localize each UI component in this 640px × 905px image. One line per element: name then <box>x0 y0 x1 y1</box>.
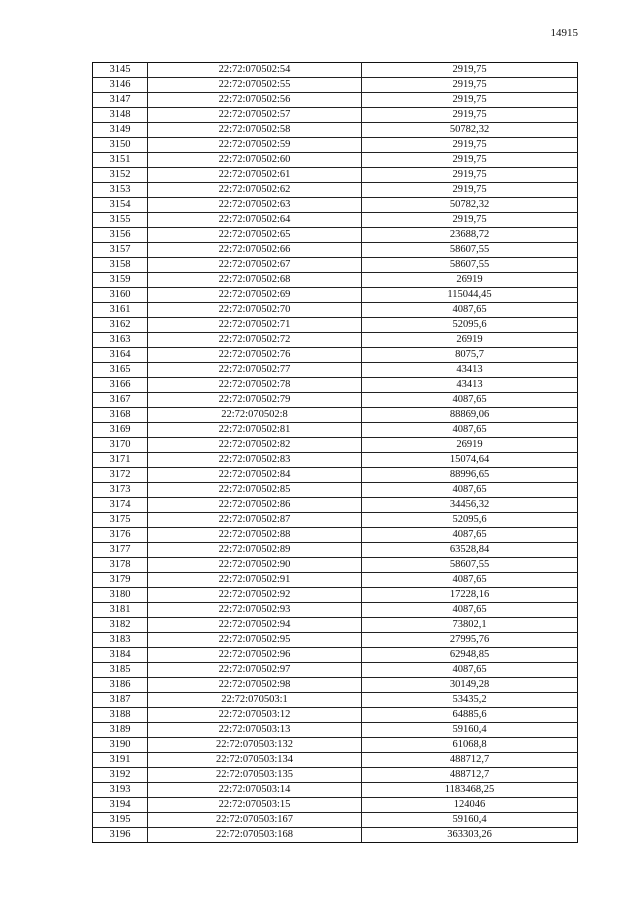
cadastral-value-cell: 4087,65 <box>362 603 578 618</box>
cadastral-value-cell: 1183468,25 <box>362 783 578 798</box>
row-number-cell: 3154 <box>93 198 148 213</box>
cadastral-number-cell: 22:72:070502:97 <box>148 663 362 678</box>
row-number-cell: 3162 <box>93 318 148 333</box>
table-row <box>93 93 578 108</box>
row-number-cell: 3156 <box>93 228 148 243</box>
cadastral-number-cell: 22:72:070502:90 <box>148 558 362 573</box>
table-row <box>93 708 578 723</box>
cadastral-value-cell: 115044,45 <box>362 288 578 303</box>
cadastral-value-cell: 4087,65 <box>362 303 578 318</box>
row-number-cell: 3184 <box>93 648 148 663</box>
row-number-cell: 3177 <box>93 543 148 558</box>
cadastral-value-cell: 4087,65 <box>362 423 578 438</box>
row-number-cell: 3188 <box>93 708 148 723</box>
row-number-cell: 3170 <box>93 438 148 453</box>
table-row <box>93 243 578 258</box>
cadastral-number-cell: 22:72:070502:56 <box>148 93 362 108</box>
cadastral-number-cell: 22:72:070503:132 <box>148 738 362 753</box>
table-row <box>93 738 578 753</box>
cadastral-value-cell: 2919,75 <box>362 108 578 123</box>
table-row <box>93 168 578 183</box>
row-number-cell: 3169 <box>93 423 148 438</box>
cadastral-value-cell: 2919,75 <box>362 63 578 78</box>
cadastral-value-cell: 2919,75 <box>362 213 578 228</box>
table-row <box>93 753 578 768</box>
cadastral-number-cell: 22:72:070502:72 <box>148 333 362 348</box>
table-row <box>93 438 578 453</box>
row-number-cell: 3158 <box>93 258 148 273</box>
cadastral-number-cell: 22:72:070502:77 <box>148 363 362 378</box>
cadastral-number-cell: 22:72:070502:57 <box>148 108 362 123</box>
cadastral-number-cell: 22:72:070502:88 <box>148 528 362 543</box>
table-row <box>93 498 578 513</box>
cadastral-number-cell: 22:72:070502:68 <box>148 273 362 288</box>
cadastral-value-cell: 23688,72 <box>362 228 578 243</box>
cadastral-value-cell: 63528,84 <box>362 543 578 558</box>
cadastral-number-cell: 22:72:070502:66 <box>148 243 362 258</box>
row-number-cell: 3178 <box>93 558 148 573</box>
table-row <box>93 303 578 318</box>
cadastral-number-cell: 22:72:070502:8 <box>148 408 362 423</box>
cadastral-value-cell: 4087,65 <box>362 483 578 498</box>
cadastral-value-cell: 4087,65 <box>362 528 578 543</box>
cadastral-value-cell: 61068,8 <box>362 738 578 753</box>
table-row <box>93 828 578 843</box>
row-number-cell: 3145 <box>93 63 148 78</box>
cadastral-number-cell: 22:72:070502:95 <box>148 633 362 648</box>
cadastral-value-cell: 58607,55 <box>362 243 578 258</box>
row-number-cell: 3149 <box>93 123 148 138</box>
row-number-cell: 3172 <box>93 468 148 483</box>
row-number-cell: 3161 <box>93 303 148 318</box>
cadastral-value-cell: 363303,26 <box>362 828 578 843</box>
table-row <box>93 363 578 378</box>
table-row <box>93 273 578 288</box>
row-number-cell: 3164 <box>93 348 148 363</box>
table-row <box>93 408 578 423</box>
row-number-cell: 3181 <box>93 603 148 618</box>
row-number-cell: 3150 <box>93 138 148 153</box>
cadastral-number-cell: 22:72:070502:87 <box>148 513 362 528</box>
cadastral-number-cell: 22:72:070502:91 <box>148 573 362 588</box>
row-number-cell: 3168 <box>93 408 148 423</box>
cadastral-number-cell: 22:72:070502:65 <box>148 228 362 243</box>
row-number-cell: 3186 <box>93 678 148 693</box>
row-number-cell: 3165 <box>93 363 148 378</box>
row-number-cell: 3155 <box>93 213 148 228</box>
table-row <box>93 603 578 618</box>
row-number-cell: 3189 <box>93 723 148 738</box>
cadastral-value-cell: 58607,55 <box>362 258 578 273</box>
cadastral-number-cell: 22:72:070502:76 <box>148 348 362 363</box>
cadastral-value-cell: 26919 <box>362 273 578 288</box>
cadastral-number-cell: 22:72:070502:78 <box>148 378 362 393</box>
cadastral-number-cell: 22:72:070502:93 <box>148 603 362 618</box>
cadastral-value-table <box>92 62 578 843</box>
table-row <box>93 123 578 138</box>
cadastral-value-cell: 26919 <box>362 438 578 453</box>
cadastral-number-cell: 22:72:070503:134 <box>148 753 362 768</box>
cadastral-value-cell: 53435,2 <box>362 693 578 708</box>
table-row <box>93 798 578 813</box>
row-number-cell: 3159 <box>93 273 148 288</box>
cadastral-number-cell: 22:72:070503:15 <box>148 798 362 813</box>
table-row <box>93 258 578 273</box>
cadastral-number-cell: 22:72:070502:58 <box>148 123 362 138</box>
row-number-cell: 3192 <box>93 768 148 783</box>
cadastral-value-cell: 2919,75 <box>362 138 578 153</box>
cadastral-value-cell: 59160,4 <box>362 723 578 738</box>
row-number-cell: 3185 <box>93 663 148 678</box>
cadastral-value-cell: 62948,85 <box>362 648 578 663</box>
cadastral-value-cell: 124046 <box>362 798 578 813</box>
cadastral-number-cell: 22:72:070502:86 <box>148 498 362 513</box>
cadastral-number-cell: 22:72:070503:135 <box>148 768 362 783</box>
table-row <box>93 813 578 828</box>
table-row <box>93 183 578 198</box>
row-number-cell: 3193 <box>93 783 148 798</box>
table-row <box>93 573 578 588</box>
cadastral-number-cell: 22:72:070502:92 <box>148 588 362 603</box>
table-row <box>93 648 578 663</box>
cadastral-number-cell: 22:72:070502:54 <box>148 63 362 78</box>
cadastral-number-cell: 22:72:070502:69 <box>148 288 362 303</box>
row-number-cell: 3179 <box>93 573 148 588</box>
cadastral-number-cell: 22:72:070502:55 <box>148 78 362 93</box>
cadastral-number-cell: 22:72:070502:64 <box>148 213 362 228</box>
cadastral-number-cell: 22:72:070502:82 <box>148 438 362 453</box>
cadastral-number-cell: 22:72:070502:96 <box>148 648 362 663</box>
row-number-cell: 3187 <box>93 693 148 708</box>
table-row <box>93 483 578 498</box>
table-row <box>93 333 578 348</box>
table-row <box>93 468 578 483</box>
cadastral-number-cell: 22:72:070502:83 <box>148 453 362 468</box>
table-row <box>93 213 578 228</box>
cadastral-number-cell: 22:72:070502:89 <box>148 543 362 558</box>
row-number-cell: 3180 <box>93 588 148 603</box>
cadastral-value-cell: 43413 <box>362 378 578 393</box>
cadastral-value-cell: 58607,55 <box>362 558 578 573</box>
cadastral-number-cell: 22:72:070502:98 <box>148 678 362 693</box>
cadastral-number-cell: 22:72:070503:167 <box>148 813 362 828</box>
cadastral-value-cell: 2919,75 <box>362 93 578 108</box>
row-number-cell: 3176 <box>93 528 148 543</box>
row-number-cell: 3171 <box>93 453 148 468</box>
row-number-cell: 3146 <box>93 78 148 93</box>
table-row <box>93 108 578 123</box>
row-number-cell: 3175 <box>93 513 148 528</box>
row-number-cell: 3166 <box>93 378 148 393</box>
table-row <box>93 63 578 78</box>
cadastral-number-cell: 22:72:070503:13 <box>148 723 362 738</box>
row-number-cell: 3157 <box>93 243 148 258</box>
row-number-cell: 3190 <box>93 738 148 753</box>
cadastral-value-cell: 73802,1 <box>362 618 578 633</box>
table-row <box>93 228 578 243</box>
table-row <box>93 318 578 333</box>
cadastral-value-cell: 64885,6 <box>362 708 578 723</box>
cadastral-value-cell: 26919 <box>362 333 578 348</box>
table-row <box>93 423 578 438</box>
cadastral-value-cell: 88996,65 <box>362 468 578 483</box>
row-number-cell: 3195 <box>93 813 148 828</box>
cadastral-value-cell: 50782,32 <box>362 123 578 138</box>
table-row <box>93 138 578 153</box>
table-row <box>93 783 578 798</box>
cadastral-value-cell: 43413 <box>362 363 578 378</box>
cadastral-number-cell: 22:72:070503:168 <box>148 828 362 843</box>
table-row <box>93 543 578 558</box>
cadastral-value-cell: 30149,28 <box>362 678 578 693</box>
table-row <box>93 153 578 168</box>
cadastral-value-cell: 27995,76 <box>362 633 578 648</box>
table-row <box>93 513 578 528</box>
cadastral-number-cell: 22:72:070502:59 <box>148 138 362 153</box>
cadastral-value-cell: 4087,65 <box>362 663 578 678</box>
cadastral-value-cell: 2919,75 <box>362 78 578 93</box>
cadastral-value-cell: 2919,75 <box>362 153 578 168</box>
row-number-cell: 3148 <box>93 108 148 123</box>
table-row <box>93 453 578 468</box>
row-number-cell: 3196 <box>93 828 148 843</box>
table-row <box>93 768 578 783</box>
row-number-cell: 3173 <box>93 483 148 498</box>
row-number-cell: 3163 <box>93 333 148 348</box>
cadastral-value-cell: 2919,75 <box>362 168 578 183</box>
table-row <box>93 723 578 738</box>
cadastral-value-cell: 8075,7 <box>362 348 578 363</box>
cadastral-number-cell: 22:72:070503:1 <box>148 693 362 708</box>
table-row <box>93 618 578 633</box>
row-number-cell: 3147 <box>93 93 148 108</box>
table-row <box>93 678 578 693</box>
cadastral-value-cell: 488712,7 <box>362 768 578 783</box>
row-number-cell: 3152 <box>93 168 148 183</box>
cadastral-number-cell: 22:72:070503:14 <box>148 783 362 798</box>
table-row <box>93 393 578 408</box>
cadastral-number-cell: 22:72:070502:67 <box>148 258 362 273</box>
table-row <box>93 288 578 303</box>
cadastral-value-cell: 488712,7 <box>362 753 578 768</box>
cadastral-number-cell: 22:72:070502:61 <box>148 168 362 183</box>
cadastral-value-cell: 17228,16 <box>362 588 578 603</box>
cadastral-value-cell: 15074,64 <box>362 453 578 468</box>
page-number: 14915 <box>550 27 578 39</box>
table-body <box>93 63 578 843</box>
cadastral-number-cell: 22:72:070502:84 <box>148 468 362 483</box>
cadastral-number-cell: 22:72:070502:60 <box>148 153 362 168</box>
cadastral-number-cell: 22:72:070502:71 <box>148 318 362 333</box>
cadastral-number-cell: 22:72:070502:63 <box>148 198 362 213</box>
table-row <box>93 588 578 603</box>
row-number-cell: 3151 <box>93 153 148 168</box>
table-row <box>93 78 578 93</box>
cadastral-value-cell: 52095,6 <box>362 513 578 528</box>
table-row <box>93 198 578 213</box>
table-row <box>93 348 578 363</box>
row-number-cell: 3182 <box>93 618 148 633</box>
cadastral-value-cell: 34456,32 <box>362 498 578 513</box>
cadastral-value-cell: 59160,4 <box>362 813 578 828</box>
table-row <box>93 693 578 708</box>
row-number-cell: 3167 <box>93 393 148 408</box>
cadastral-value-cell: 2919,75 <box>362 183 578 198</box>
table-row <box>93 378 578 393</box>
table-row <box>93 633 578 648</box>
cadastral-number-cell: 22:72:070502:94 <box>148 618 362 633</box>
table-row <box>93 663 578 678</box>
row-number-cell: 3174 <box>93 498 148 513</box>
cadastral-number-cell: 22:72:070502:79 <box>148 393 362 408</box>
cadastral-value-cell: 52095,6 <box>362 318 578 333</box>
row-number-cell: 3183 <box>93 633 148 648</box>
cadastral-number-cell: 22:72:070502:85 <box>148 483 362 498</box>
cadastral-number-cell: 22:72:070502:81 <box>148 423 362 438</box>
cadastral-value-cell: 4087,65 <box>362 393 578 408</box>
cadastral-value-cell: 4087,65 <box>362 573 578 588</box>
table-row <box>93 528 578 543</box>
cadastral-value-cell: 50782,32 <box>362 198 578 213</box>
cadastral-number-cell: 22:72:070502:62 <box>148 183 362 198</box>
table-row <box>93 558 578 573</box>
row-number-cell: 3194 <box>93 798 148 813</box>
row-number-cell: 3153 <box>93 183 148 198</box>
cadastral-number-cell: 22:72:070502:70 <box>148 303 362 318</box>
row-number-cell: 3191 <box>93 753 148 768</box>
cadastral-number-cell: 22:72:070503:12 <box>148 708 362 723</box>
cadastral-value-cell: 88869,06 <box>362 408 578 423</box>
row-number-cell: 3160 <box>93 288 148 303</box>
